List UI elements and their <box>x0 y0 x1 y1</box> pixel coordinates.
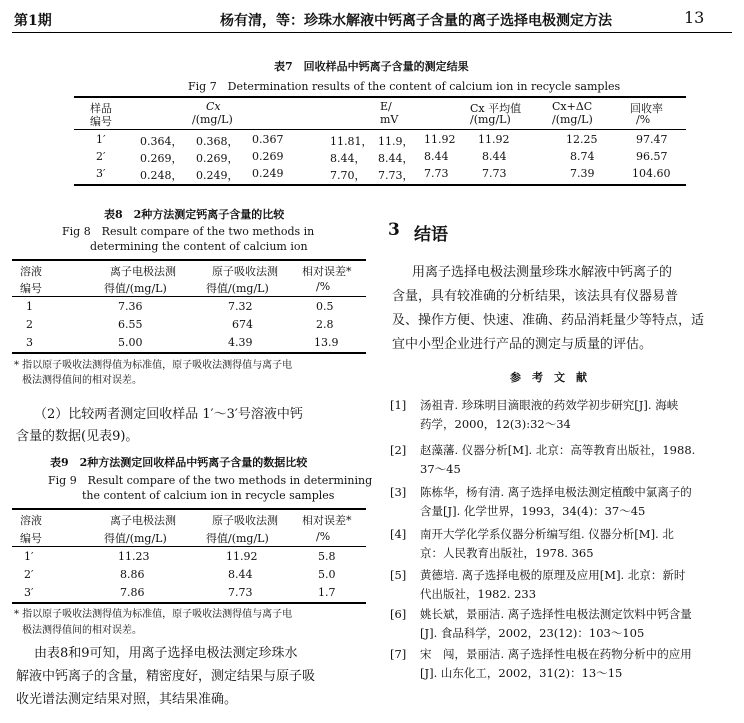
reference-7-number: [7] <box>390 647 407 661</box>
reference-3-line-1: 陈栋华，杨有清. 离子选择电极法测定植酸中氯离子的 <box>420 485 692 499</box>
table7-bottom-rule <box>74 184 686 186</box>
table8-r3-ise: 5.00 <box>118 336 143 349</box>
table7-r3-c2: 0.249， <box>196 169 239 182</box>
conclusion-heading-number: 3 <box>388 220 400 240</box>
table8-r3-aas: 4.39 <box>228 336 253 349</box>
table7-header-e-2: mV <box>380 113 399 126</box>
table9-note-1: * 指以原子吸收法测得值为标准值，原子吸收法测得值与离子电 <box>14 609 293 620</box>
table9-r3-id: 3′ <box>24 586 34 599</box>
table7-r1-avg: 11.92 <box>478 133 510 146</box>
table9-top-rule <box>12 508 366 510</box>
table8-r1-id: 1 <box>26 300 33 313</box>
issue-label: 第1期 <box>14 13 52 29</box>
table8-header-1b: 编号 <box>20 282 42 295</box>
reference-4-number: [4] <box>390 527 407 541</box>
table9-header-4b: /% <box>316 530 331 543</box>
table7-header-cx-2: /(mg/L) <box>192 113 233 126</box>
table9-r2-id: 2′ <box>24 568 34 581</box>
table9-header-1b: 编号 <box>20 532 42 545</box>
table8-caption-zh: 表8 2种方法测定钙离子含量的比较 <box>104 208 285 221</box>
table8-caption-en-2: determining the content of calcium ion <box>90 240 308 253</box>
table9-r3-aas: 7.73 <box>228 586 253 599</box>
result-paragraph-line-1: 由表8和9可知，用离子选择电极法测定珍珠水 <box>34 646 298 661</box>
table7-r1-e2: 11.9， <box>378 135 414 148</box>
table8-header-2b: 得值/(mg/L) <box>104 282 167 295</box>
reference-5-line-2: 代出版社，1982. 233 <box>420 587 537 601</box>
table7-r1-e1: 11.81， <box>330 135 373 148</box>
reference-1-number: [1] <box>390 398 407 412</box>
table8-header-3b: 得值/(mg/L) <box>206 282 269 295</box>
reference-1-line-1: 汤祖青. 珍珠明目滴眼液的药效学初步研究[J]. 海峡 <box>420 398 679 412</box>
reference-2-number: [2] <box>390 443 407 457</box>
reference-6-line-2: [J]. 食品科学，2002，23(12)：103～105 <box>420 626 645 640</box>
table9-r1-ise: 11.23 <box>118 550 150 563</box>
table7-r1-c1: 0.364， <box>140 135 183 148</box>
table7-header-cxavg-2: /(mg/L) <box>470 113 511 126</box>
table9-r1-aas: 11.92 <box>226 550 258 563</box>
table8-header-1a: 溶液 <box>20 265 42 278</box>
table7-r1-rec: 97.47 <box>636 133 668 146</box>
compare-paragraph-line-2: 含量的数据(见表9)。 <box>16 429 139 444</box>
table8-r2-aas: 674 <box>232 318 253 331</box>
table9-header-3b: 得值/(mg/L) <box>206 532 269 545</box>
conclusion-line-2: 含量，具有较准确的分析结果，该法具有仪器易普 <box>392 289 679 304</box>
table8-r1-err: 0.5 <box>316 300 334 313</box>
table7-r1-c3: 0.367 <box>252 133 284 146</box>
table7-header-sample-2: 编号 <box>90 115 112 128</box>
table7-r2-c1: 0.269， <box>140 152 183 165</box>
table7-header-sample-1: 样品 <box>90 102 112 115</box>
table9-r1-err: 5.8 <box>318 550 336 563</box>
table9-r2-aas: 8.44 <box>228 568 253 581</box>
table7-r2-e2: 8.44， <box>378 152 414 165</box>
table7-header-cxdc-2: /(mg/L) <box>552 113 593 126</box>
table8-bottom-rule <box>12 352 366 354</box>
table7-header-recovery-1: 回收率 <box>630 102 663 115</box>
table8-header-3a: 原子吸收法测 <box>212 265 278 278</box>
conclusion-line-3: 及、操作方便、快速、准确、药品消耗量少等特点，适 <box>392 313 705 328</box>
table7-caption-zh: 表7 回收样品中钙离子含量的测定结果 <box>274 60 469 73</box>
table7-r2-rec: 96.57 <box>636 150 668 163</box>
table7-top-rule <box>74 96 686 98</box>
header-rule <box>12 32 732 33</box>
table8-r2-id: 2 <box>26 318 33 331</box>
reference-3-line-2: 含量[J]. 化学世界，1993，34(4)：37～45 <box>420 504 646 518</box>
table9-caption-en-1: Fig 9 Result compare of the two methods in determining <box>48 474 373 487</box>
table7-r1-c2: 0.368， <box>196 135 239 148</box>
conclusion-line-4: 宜中小型企业进行产品的测定与质量的评估。 <box>392 337 653 352</box>
reference-2-line-1: 赵藻藩. 仪器分析[M]. 北京：高等教育出版社，1988. <box>420 443 696 457</box>
table7-r2-c2: 0.269， <box>196 152 239 165</box>
table9-bottom-rule <box>12 602 366 604</box>
reference-2-line-2: 37～45 <box>420 462 461 476</box>
table9-header-2a: 离子电极法测 <box>110 514 176 527</box>
table8-note-1: * 指以原子吸收法测得值为标准值，原子吸收法测得值与离子电 <box>14 360 293 371</box>
result-paragraph-line-2: 解液中钙离子的含量，精密度好，测定结果与原子吸 <box>16 669 316 684</box>
table9-r3-ise: 7.86 <box>120 586 145 599</box>
running-title: 杨有清，等：珍珠水解液中钙离子含量的离子选择电极测定方法 <box>220 13 612 29</box>
table9-note-2: 极法测得值间的相对误差。 <box>22 625 142 636</box>
table7-r3-e1: 7.70， <box>330 169 366 182</box>
reference-6-number: [6] <box>390 607 407 621</box>
reference-7-line-2: [J]. 山东化工，2002，31(2)：13～15 <box>420 666 623 680</box>
table7-r2-id: 2′ <box>96 150 106 163</box>
table8-top-rule <box>12 259 366 261</box>
table7-header-e-1: E/ <box>380 100 392 113</box>
table8-mid-rule <box>12 296 366 297</box>
table8-r2-err: 2.8 <box>316 318 334 331</box>
table8-header-2a: 离子电极法测 <box>110 265 176 278</box>
reference-5-line-1: 黄德培. 离子选择电极的原理及应用[M]. 北京：新时 <box>420 568 686 582</box>
reference-4-line-2: 京：人民教育出版社，1978. 365 <box>420 546 594 560</box>
table7-r2-avg: 8.44 <box>482 150 507 163</box>
table9-r1-id: 1′ <box>24 550 34 563</box>
table8-note-2: 极法测得值间的相对误差。 <box>22 375 142 386</box>
table8-r2-ise: 6.55 <box>118 318 143 331</box>
table7-r1-e3: 11.92 <box>424 133 456 146</box>
conclusion-line-1: 用离子选择电极法测量珍珠水解液中钙离子的 <box>412 265 673 280</box>
table8-r3-err: 13.9 <box>314 336 339 349</box>
table9-header-2b: 得值/(mg/L) <box>104 532 167 545</box>
reference-1-line-2: 药学，2000，12(3):32～34 <box>420 417 571 431</box>
table8-header-4a: 相对误差* <box>302 265 352 278</box>
table7-r3-c1: 0.248， <box>140 169 183 182</box>
table9-caption-en-2: the content of calcium ion in recycle samples <box>82 489 335 502</box>
table7-r3-dc: 7.39 <box>570 167 595 180</box>
table9-header-3a: 原子吸收法测 <box>212 514 278 527</box>
table7-r3-avg: 7.73 <box>482 167 507 180</box>
table7-header-cx-1: Cx <box>206 100 221 113</box>
table7-r3-c3: 0.249 <box>252 167 284 180</box>
table7-mid-rule <box>74 129 686 130</box>
page-number: 13 <box>684 8 705 27</box>
table9-r2-ise: 8.86 <box>120 568 145 581</box>
result-paragraph-line-3: 收光谱法测定结果对照，其结果准确。 <box>16 692 238 707</box>
table7-r2-c3: 0.269 <box>252 150 284 163</box>
table9-r2-err: 5.0 <box>318 568 336 581</box>
table7-header-recovery-2: /% <box>636 113 651 126</box>
table9-r3-err: 1.7 <box>318 586 336 599</box>
table7-r3-rec: 104.60 <box>632 167 671 180</box>
table7-caption-en: Fig 7 Determination results of the content of calcium ion in recycle samples <box>188 80 621 93</box>
reference-4-line-1: 南开大学化学系仪器分析编写组. 仪器分析[M]. 北 <box>420 527 674 541</box>
conclusion-heading: 结语 <box>414 225 448 245</box>
compare-paragraph-line-1: （2）比较两者测定回收样品 1′～3′号溶液中钙 <box>34 407 303 422</box>
table7-r3-e3: 7.73 <box>424 167 449 180</box>
reference-5-number: [5] <box>390 568 407 582</box>
table9-header-4a: 相对误差* <box>302 514 352 527</box>
table7-r2-e1: 8.44， <box>330 152 366 165</box>
references-title: 参 考 文 献 <box>510 371 587 384</box>
table7-r2-dc: 8.74 <box>570 150 595 163</box>
table8-r1-aas: 7.32 <box>228 300 253 313</box>
table8-caption-en-1: Fig 8 Result compare of the two methods in <box>62 225 315 238</box>
reference-3-number: [3] <box>390 485 407 499</box>
reference-7-line-1: 宋 闯，景丽洁. 离子选择性电极在药物分析中的应用 <box>420 647 692 661</box>
table8-r1-ise: 7.36 <box>118 300 143 313</box>
table9-header-1a: 溶液 <box>20 514 42 527</box>
table7-r2-e3: 8.44 <box>424 150 449 163</box>
table7-header-cxavg-1: Cx 平均值 <box>470 102 522 115</box>
table9-caption-zh: 表9 2种方法测定回收样品中钙离子含量的数据比较 <box>50 456 308 469</box>
table7-r1-id: 1′ <box>96 133 106 146</box>
table8-header-4b: /% <box>316 280 331 293</box>
table7-r3-id: 3′ <box>96 167 106 180</box>
table7-header-cxdc-1: Cx+ΔC <box>552 100 593 113</box>
table8-r3-id: 3 <box>26 336 33 349</box>
reference-6-line-1: 姚长斌，景丽洁. 离子选择性电极法测定饮料中钙含量 <box>420 607 692 621</box>
table9-mid-rule <box>12 546 366 547</box>
table7-r3-e2: 7.73， <box>378 169 414 182</box>
table7-r1-dc: 12.25 <box>566 133 598 146</box>
